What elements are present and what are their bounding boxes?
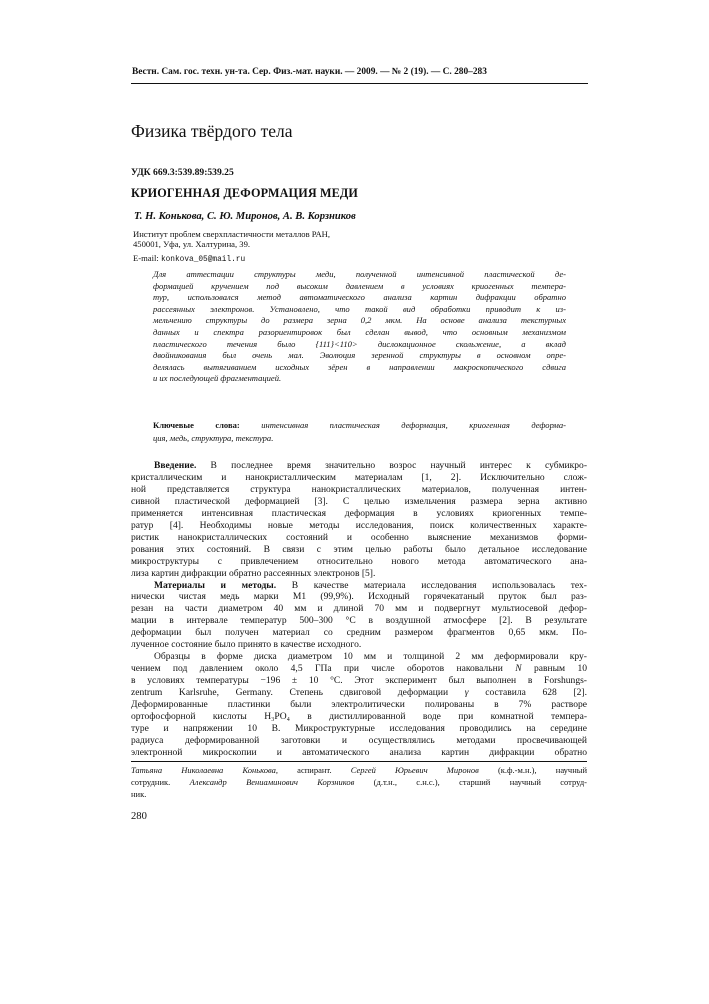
abstract-line: формацией кручением под высоким давлением в условиях криогенных темпера- — [153, 280, 566, 291]
body-line — [131, 580, 587, 592]
email-line — [133, 253, 245, 264]
affiliation — [133, 229, 330, 250]
body-line: Деформированные пластинки были электролитически полированы в 7% растворе — [131, 699, 587, 711]
abstract-line: делялась вытягиванием исходных зёрен в направлении макроскопического сдвига — [153, 361, 566, 372]
body-line: нически чистая медь марки М1 (99,9%). Исходный горячекатаный пруток был раз- — [131, 591, 587, 603]
body-line: туре и напряжении 10 В. Микроструктурные исследования проводились на середине — [131, 722, 587, 734]
keywords-line — [153, 419, 566, 432]
footnote-line — [131, 765, 587, 777]
body-line — [131, 663, 587, 675]
abstract-line: тур, использовался метод автоматического анализа картин дифракции обратно — [153, 292, 566, 303]
affiliation-line: Институт проблем сверхпластичности металлов РАН, — [133, 229, 331, 239]
footnote-line: ник. — [131, 788, 147, 799]
footnote-text: (д.т.н., с.н.с.), старший научный сотруд- — [354, 776, 587, 787]
header-rule — [131, 83, 588, 84]
author-name: Александр Вениаминович Корзников — [189, 776, 355, 787]
footnote-text: сотрудник. — [131, 776, 190, 787]
methods-heading: Материалы и методы. — [154, 579, 277, 591]
footnote-line — [131, 777, 587, 789]
body-line: лученное состояние было принято в качестве исходного. — [131, 639, 362, 651]
variable-n: N — [515, 663, 522, 675]
body-line — [131, 460, 587, 472]
body-text: В последнее время значительно возрос научный интерес к субмикро- — [210, 460, 587, 471]
keywords-text: интенсивная пластическая деформация, криогенная деформа- — [261, 420, 567, 430]
variable-gamma: γ — [464, 687, 469, 699]
body-text: чением под давлением около 4,5 ГПа при числе оборотов наковальни — [131, 663, 516, 675]
body-line: кристаллическим и нанокристаллическим материалам [1, 2]. Исключительно слож- — [131, 471, 587, 483]
keywords-label: Ключевые слова: — [153, 420, 240, 430]
abstract — [153, 269, 566, 385]
abstract-line: и их последующей фрагментацией. — [153, 373, 282, 384]
body-line: рования этих состояний. В связи с этим целью работы было детальное исследование — [131, 543, 587, 555]
intro-heading: Введение. — [154, 460, 197, 471]
body-line: лиза картин дифракции обратно рассеянных электронов [5]. — [131, 567, 376, 579]
body-line: применяется интенсивная пластическая деформация в условиях криогенных темпе- — [131, 507, 587, 519]
journal-header — [132, 67, 587, 77]
abstract-line: мельчению структуры до размера зерна 0,2 мкм. На основе анализа текстурных — [153, 315, 566, 326]
email-link[interactable]: konkova_05@mail.ru — [160, 256, 246, 264]
article-title: КРИОГЕННАЯ ДЕФОРМАЦИЯ МЕДИ — [131, 186, 359, 200]
keywords-text: ция, медь, структура, текстура. — [153, 433, 274, 443]
body-line — [131, 687, 587, 699]
body-text: составила 628 [2]. — [468, 687, 587, 699]
udk-code: УДК 669.3:539.89:539.25 — [131, 167, 234, 178]
body-line: резан на части диаметром 40 мм и длиной 70 мм и подвергнут мультиосевой дефор- — [131, 603, 587, 615]
abstract-line: Для аттестации структуры меди, полученной интенсивной пластической де- — [153, 269, 566, 279]
body-line: Образцы в форме диска диаметром 10 мм и толщиной 2 мм деформировали кру- — [154, 651, 587, 663]
footnote-rule — [131, 761, 587, 762]
abstract-line: рассеянных электронов. Установлено, что такой вид обработки приводит к из- — [153, 303, 566, 314]
affiliation-line: 450001, Уфа, ул. Халтурина, 39. — [133, 239, 251, 250]
body-line: ристик нанокристаллических состояний и особенно выяснение механизмов форми- — [131, 531, 587, 543]
body-line: мации в интервале температур 500–300 °C в воздушной атмосфере [2]. В результате — [131, 615, 587, 627]
body-line: радиуса деформированной заготовки и осуществлялись методами просвечивающей — [131, 734, 587, 746]
body-line: микроструктуры с привлечением относительно нового метода автоматического ана- — [131, 555, 587, 567]
footnote-text: (к.ф.-м.н.), научный — [478, 765, 587, 775]
body-line: ортофосфорной кислоты H₃PO₄ в дистиллированной воде при комнатной темпера- — [131, 711, 587, 723]
body-line: сивной пластической деформацией [3]. С целью измельчения размера зерна активно — [131, 495, 587, 507]
author-name: Татьяна Николаевна Конькова — [131, 765, 276, 775]
journal-citation: Вестн. Сам. гос. техн. ун-та. Сер. Физ.-мат. науки. — 2009. — № 2 (19). — С. 280–283 — [132, 67, 487, 77]
abstract-line: данных и спектра разориентировок был сделан вывод, что основным механизмом — [153, 326, 566, 337]
body-line: ной представляется структура нанокристаллических материалов, полученная интен- — [131, 483, 587, 495]
body-text: В качестве материала исследования использовалась тех- — [291, 579, 587, 591]
body-line: деформации был получен материал со средним размером фрагментов 0,65 мкм. По- — [131, 627, 587, 639]
abstract-line: пластического течения было {111}<110> дислокационное скольжение, а вклад — [153, 338, 566, 349]
page-number: 280 — [131, 811, 147, 822]
body-text: zentrum Karlsruhe, Germany. Степень сдвиговой деформации — [131, 687, 465, 699]
abstract-line: двойникования был очень мал. Эволюция зеренной структуры в основном опре- — [153, 350, 566, 361]
email-label: E-mail: — [133, 253, 159, 263]
body-text: равным 10 — [521, 663, 587, 675]
authors: Т. Н. Конькова, С. Ю. Миронов, А. В. Корзников — [134, 211, 356, 222]
body-line: ратур [4]. Необходимы новые методы исследования, поиск количественных характе- — [131, 519, 587, 531]
footnote-text: , аспирант. — [275, 765, 351, 775]
author-footnote — [131, 765, 587, 800]
article-body — [131, 460, 587, 759]
keywords — [153, 419, 566, 445]
body-line: в условиях температуры −196 ± 10 °C. Этот эксперимент был выполнен в Forshungs- — [131, 675, 587, 687]
body-line: электронной микроскопии и автоматического анализа картин дифракции обратно — [131, 746, 587, 758]
section-heading: Физика твёрдого тела — [131, 121, 293, 141]
author-name: Сергей Юрьевич Миронов — [350, 765, 479, 775]
